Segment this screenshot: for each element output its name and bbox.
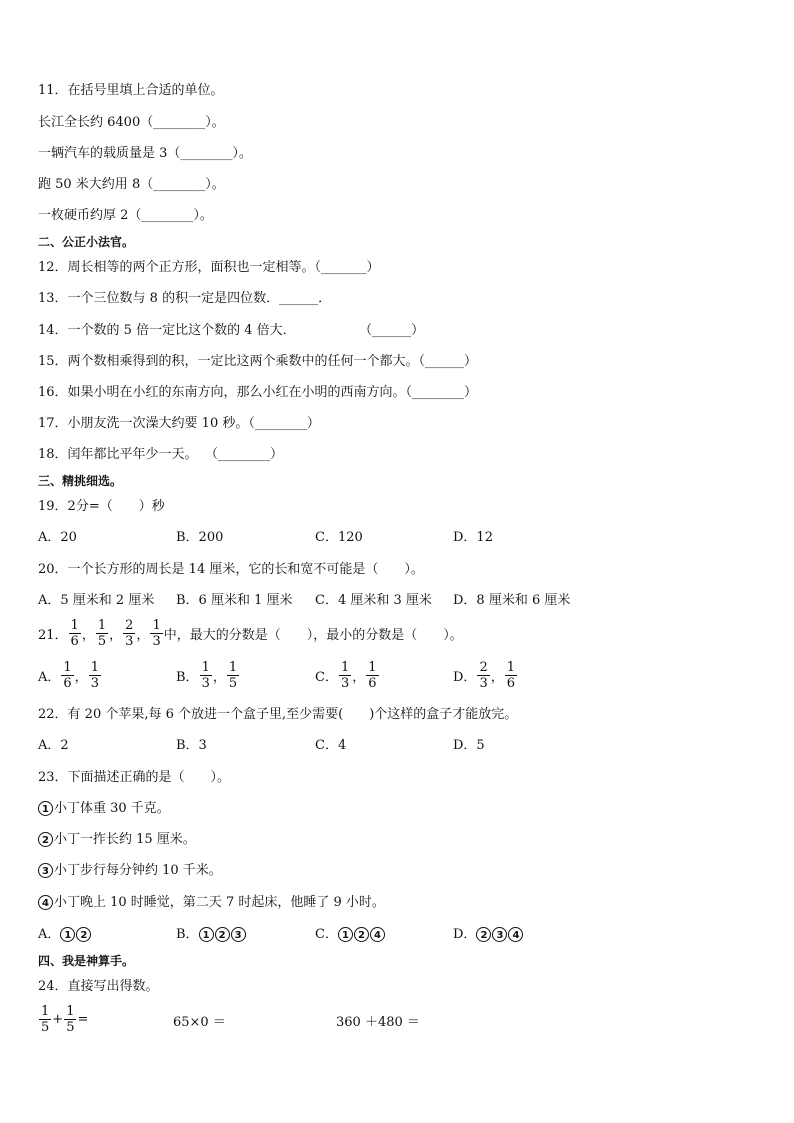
q18: 18．闰年都比平年少一天。 （________） (38, 447, 284, 462)
q19-option-b: B．200 (176, 530, 224, 545)
q17: 17．小朋友洗一次澡大约要 10 秒。（________） (38, 416, 320, 431)
q24-expression-1: $\frac{1}{5}$ + $\frac{1}{5}$ = (41, 1004, 89, 1035)
q21-stem: 21． $\frac{1}{6}$ ， $\frac{1}{5}$ ， $\frac{2}{3}$ ， $\frac{1}{3}$ 中，最大的分数是（ ），最小的分数是（ ）。 (38, 618, 463, 649)
q23-statement-3: 3 小丁步行每分钟约 10 千米。 (38, 862, 222, 880)
q21-fraction-4: $\frac{1}{3}$ (152, 618, 161, 649)
q20-stem: 20．一个长方形的周长是 14 厘米，它的长和宽不可能是（ ）。 (38, 562, 424, 577)
q20-option-c: C．4 厘米和 3 厘米 (315, 593, 432, 608)
q23-option-b: B． 1 2 3 (176, 926, 247, 944)
q11-item-1: 长江全长约 6400（________）。 (38, 115, 225, 130)
q21-fraction-1: $\frac{1}{6}$ (70, 618, 79, 649)
q24-stem: 24．直接写出得数。 (38, 979, 159, 994)
section-4-heading: 四、我是神算手。 (38, 954, 135, 968)
q23-option-d: D． 2 3 4 (453, 926, 524, 944)
q19-option-c: C．120 (315, 530, 363, 545)
q24-expression-2: 65×0 ＝ (173, 1015, 226, 1030)
q21-option-a: A． $\frac{1}{6}$ ， $\frac{1}{3}$ (38, 660, 99, 691)
q21-fraction-2: $\frac{1}{5}$ (97, 618, 107, 649)
q15: 15．两个数相乘得到的积，一定比这两个乘数中的任何一个都大。（______） (38, 354, 478, 369)
q21-option-b: B． $\frac{1}{3}$ ， $\frac{1}{5}$ (176, 660, 238, 691)
q22-option-b: B．3 (176, 738, 207, 753)
q22-option-a: A．2 (38, 738, 69, 753)
q23-statement-4: 4 小丁晚上 10 时睡觉，第二天 7 时起床，他睡了 9 小时。 (38, 894, 385, 912)
q22-stem: 22．有 20 个苹果,每 6 个放进一个盒子里,至少需要( )个这样的盒子才能放完。 (38, 707, 518, 722)
q20-option-d: D．8 厘米和 6 厘米 (453, 593, 571, 608)
q23-option-c: C． 1 2 4 (315, 926, 386, 944)
q13: 13．一个三位数与 8 的积一定是四位数．______． (38, 291, 332, 306)
section-3-heading: 三、精挑细选。 (38, 474, 123, 488)
q19-stem: 19．2分=（ ）秒 (38, 499, 165, 514)
q21-option-d: D． $\frac{2}{3}$ ， $\frac{1}{6}$ (453, 660, 516, 691)
q22-option-c: C．4 (315, 738, 347, 753)
q23-statement-1: 1 小丁体重 30 千克。 (38, 800, 170, 818)
q23-statement-2: 2 小丁一拃长约 15 厘米。 (38, 831, 196, 849)
q11-item-4: 一枚硬币约厚 2（________）。 (38, 208, 213, 223)
q11-item-3: 跑 50 米大约用 8（________）。 (38, 177, 225, 192)
q11-item-2: 一辆汽车的载质量是 3（________）。 (38, 146, 252, 161)
q23-stem: 23．下面描述正确的是（ ）。 (38, 770, 231, 785)
q22-option-d: D．5 (453, 738, 485, 753)
q20-option-b: B．6 厘米和 1 厘米 (176, 593, 293, 608)
q11-title: 11．在括号里填上合适的单位。 (38, 83, 224, 98)
q12: 12．周长相等的两个正方形，面积也一定相等。（_______） (38, 260, 380, 275)
q24-expression-3: 360 ＋480 ＝ (336, 1015, 420, 1030)
q20-option-a: A．5 厘米和 2 厘米 (38, 593, 155, 608)
q21-fraction-3: $\frac{2}{3}$ (125, 618, 134, 649)
q19-option-a: A．20 (38, 530, 77, 545)
q19-option-d: D．12 (453, 530, 493, 545)
section-2-heading: 二、公正小法官。 (38, 235, 135, 249)
q16: 16．如果小明在小红的东南方向，那么小红在小明的西南方向。（________） (38, 385, 478, 400)
q21-option-c: C． $\frac{1}{3}$ ， $\frac{1}{6}$ (315, 660, 377, 691)
q14: 14．一个数的 5 倍一定比这个数的 4 倍大． （______） (38, 323, 425, 338)
q23-option-a: A． 1 2 (38, 926, 92, 944)
